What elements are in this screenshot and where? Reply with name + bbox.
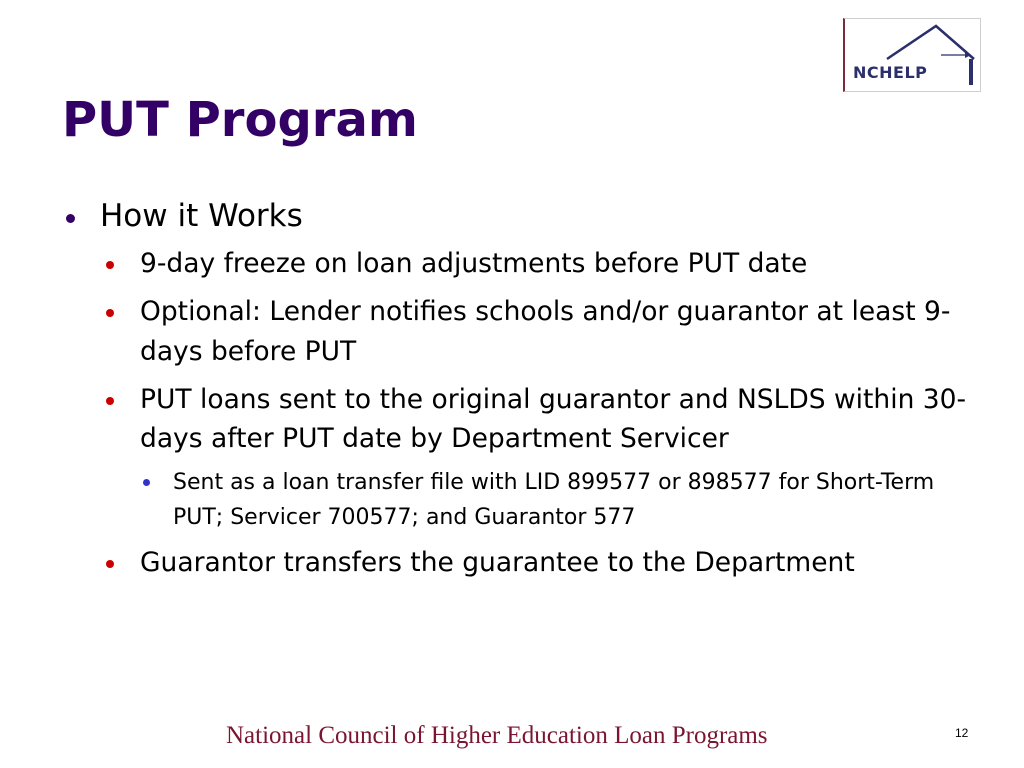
bullet-text: Optional: Lender notifies schools and/or guarantor at least 9-days before PUT	[140, 296, 951, 367]
bullet-level2	[60, 292, 980, 372]
bullet-dot-icon	[106, 397, 114, 405]
bullet-list	[60, 196, 980, 583]
bullet-level1	[60, 196, 980, 236]
bullet-text: Guarantor transfers the guarantee to the Department	[140, 547, 855, 579]
nchelp-logo	[843, 18, 981, 92]
bullet-text: 9-day freeze on loan adjustments before PUT date	[140, 248, 808, 280]
bullet-text: How it Works	[100, 198, 303, 234]
bullet-text: Sent as a loan transfer file with LID 899577 or 898577 for Short-Term PUT; Servicer 700577; and Guarantor 577	[173, 470, 935, 531]
bullet-dot-icon	[143, 479, 150, 486]
bullet-dot-icon	[106, 261, 114, 269]
bullet-text: PUT loans sent to the original guarantor and NSLDS within 30-days after PUT date by Department Servicer	[140, 383, 967, 455]
bullet-level2	[60, 543, 980, 583]
bullet-dot-icon	[106, 309, 114, 317]
bullet-dot-icon	[66, 214, 75, 223]
bullet-level2	[60, 244, 980, 284]
bullet-level2	[60, 380, 980, 460]
bullet-level3	[60, 465, 980, 535]
slide-title: PUT Program	[62, 92, 418, 148]
page-number: 12	[955, 726, 969, 740]
bullet-dot-icon	[106, 560, 114, 568]
logo-text: NCHELP	[853, 63, 928, 82]
footer-text: National Council of Higher Education Loan Programs	[226, 722, 768, 749]
